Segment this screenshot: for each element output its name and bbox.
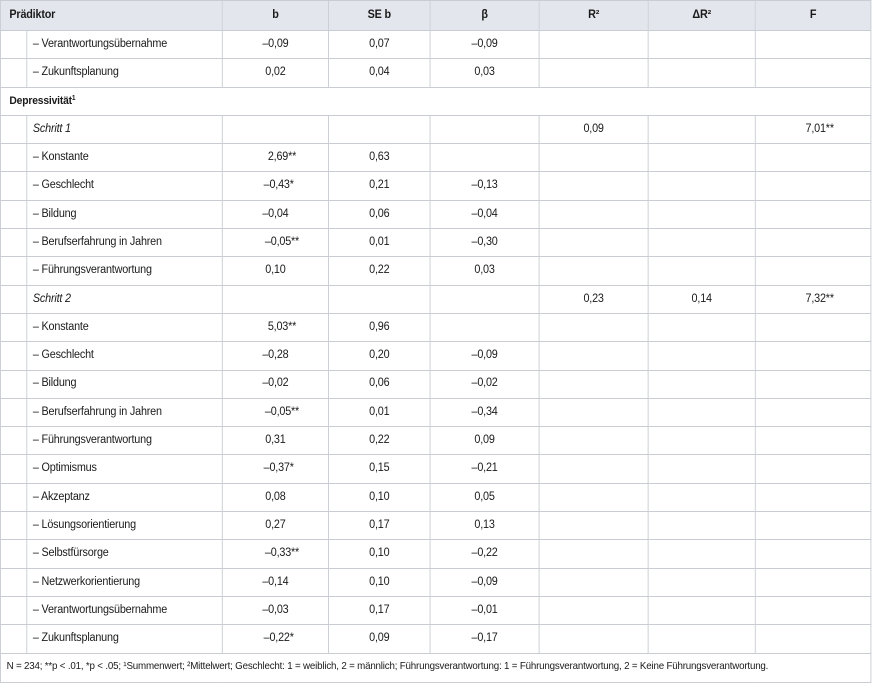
value-f [755,342,871,370]
value-b [222,31,328,59]
value-r2 [539,398,648,426]
value-b-text: 0,02 [265,66,286,79]
value-r2 [539,313,648,341]
value-b-text: –0,28 [262,349,289,362]
value-delta-r2 [648,31,755,59]
predictor-label: – Berufserfahrung in Jahren [27,398,223,426]
predictor-label: – Konstante [27,313,223,341]
value-r2 [539,512,648,540]
table-row [0,455,870,483]
section-sup: 1 [71,94,76,102]
value-f [755,229,871,257]
indent-cell [0,427,26,455]
value-beta [430,625,539,653]
table-row [0,115,870,143]
value-delta-r2 [648,313,755,341]
value-b-text: –0,22* [263,632,294,645]
table-header-row [0,1,870,31]
value-beta [430,483,539,511]
value-se-b-text: 0,01 [369,405,390,418]
value-delta-r2 [648,144,755,172]
value-se-b [329,483,431,511]
value-b-text: –0,33** [264,547,300,560]
predictor-label: – Zukunftsplanung [27,59,223,87]
table-row [0,568,870,596]
value-beta [430,229,539,257]
value-delta-r2-text: 0,14 [691,292,712,305]
indent-cell [0,342,26,370]
table-row [0,59,870,87]
value-b-text: –0,04 [262,207,289,220]
value-f [755,540,871,568]
value-b-text: 0,10 [265,264,286,277]
predictor-label: – Geschlecht [27,172,223,200]
value-b [222,229,328,257]
value-se-b [329,568,431,596]
value-f [755,625,871,653]
value-se-b [329,398,431,426]
value-r2 [539,285,648,313]
value-beta-text: –0,34 [471,405,498,418]
value-r2-text: 0,09 [583,122,604,135]
table-row [0,229,870,257]
value-b-text: 0,31 [265,434,286,447]
value-se-b [329,31,431,59]
predictor-label: – Führungsverantwortung [27,257,223,285]
value-delta-r2 [648,229,755,257]
value-r2 [539,144,648,172]
value-delta-r2 [648,285,755,313]
value-se-b-text: 0,10 [369,547,390,560]
value-delta-r2 [648,483,755,511]
value-f-text: 7,32** [805,292,834,305]
value-delta-r2 [648,115,755,143]
value-se-b [329,342,431,370]
indent-cell [0,398,26,426]
value-se-b-text: 0,22 [369,264,390,277]
predictor-label: – Bildung [27,200,223,228]
value-se-b [329,285,431,313]
table-row [0,285,870,313]
value-beta-text: 0,03 [474,66,495,79]
value-r2-text: 0,23 [583,292,604,305]
indent-cell [0,483,26,511]
header-beta: β [430,1,539,31]
indent-cell [0,31,26,59]
value-b-text: 0,27 [265,518,286,531]
value-beta [430,512,539,540]
value-r2 [539,31,648,59]
value-b [222,427,328,455]
value-delta-r2 [648,200,755,228]
value-se-b-text: 0,63 [369,151,390,164]
value-delta-r2 [648,427,755,455]
indent-cell [0,115,26,143]
indent-cell [0,625,26,653]
value-r2 [539,483,648,511]
header-b: b [222,1,328,31]
value-f [755,568,871,596]
predictor-label: – Verantwortungsübernahme [27,31,223,59]
value-beta [430,257,539,285]
value-f [755,31,871,59]
value-delta-r2 [648,512,755,540]
value-r2 [539,172,648,200]
value-r2 [539,540,648,568]
header-f: F [755,1,871,31]
value-b [222,455,328,483]
indent-cell [0,200,26,228]
value-beta-text: –0,30 [471,235,498,248]
value-se-b [329,625,431,653]
value-f [755,172,871,200]
value-beta [430,596,539,624]
predictor-label: – Lösungsorientierung [27,512,223,540]
indent-cell [0,144,26,172]
value-b [222,596,328,624]
value-beta [430,285,539,313]
value-beta [430,144,539,172]
value-beta [430,200,539,228]
value-delta-r2 [648,398,755,426]
value-beta-text: –0,13 [471,179,498,192]
predictor-label: – Geschlecht [27,342,223,370]
value-se-b [329,59,431,87]
value-beta-text: –0,21 [471,462,498,475]
value-b [222,398,328,426]
footnote-row [0,653,870,682]
value-b [222,483,328,511]
value-b [222,115,328,143]
value-beta [430,59,539,87]
value-se-b-text: 0,17 [369,518,390,531]
value-beta-text: –0,04 [471,207,498,220]
value-beta [430,398,539,426]
value-f [755,144,871,172]
value-f-text: 7,01** [805,122,834,135]
table-row [0,370,870,398]
footnote: N = 234; **p < .01, *p < .05; ¹Summenwert; ²Mittelwert; Geschlecht: 1 = weiblich, 2 = männlich; Führungsverantwortung: 1 = Führungsverantwortung, 2 = Keine Führungsverantwortung. [0,653,870,682]
indent-cell [0,313,26,341]
header-delta-r2: ΔR² [648,1,755,31]
value-beta-text: –0,09 [471,349,498,362]
indent-cell [0,59,26,87]
value-beta [430,568,539,596]
value-f [755,427,871,455]
section-label: Depressivität [9,94,72,107]
table-body-bottom [0,115,870,653]
value-f [755,483,871,511]
value-r2 [539,342,648,370]
indent-cell [0,257,26,285]
value-beta [430,342,539,370]
value-se-b [329,455,431,483]
predictor-label: – Zukunftsplanung [27,625,223,653]
value-se-b [329,172,431,200]
value-beta-text: 0,13 [474,518,495,531]
value-se-b [329,370,431,398]
value-b-text: –0,37* [263,462,294,475]
value-se-b-text: 0,09 [369,632,390,645]
indent-cell [0,229,26,257]
value-b [222,172,328,200]
value-f [755,512,871,540]
value-se-b-text: 0,22 [369,434,390,447]
value-delta-r2 [648,370,755,398]
header-se-b: SE b [329,1,431,31]
value-se-b-text: 0,10 [369,490,390,503]
value-b [222,370,328,398]
value-b-text: 0,08 [265,490,286,503]
value-se-b [329,115,431,143]
value-b [222,342,328,370]
predictor-label: – Selbstfürsorge [27,540,223,568]
predictor-label: – Optimismus [27,455,223,483]
table-row [0,31,870,59]
table-row [0,342,870,370]
table-body-top [0,31,870,88]
value-beta-text: 0,09 [474,434,495,447]
indent-cell [0,285,26,313]
value-b [222,200,328,228]
value-b-text: –0,09 [262,37,289,50]
predictor-label: – Bildung [27,370,223,398]
value-f [755,398,871,426]
value-se-b-text: 0,06 [369,377,390,390]
value-b [222,540,328,568]
value-b-text: –0,05** [264,405,300,418]
value-delta-r2 [648,568,755,596]
value-se-b [329,540,431,568]
value-se-b [329,144,431,172]
value-b [222,144,328,172]
value-se-b-text: 0,96 [369,320,390,333]
table-row [0,540,870,568]
value-b [222,313,328,341]
value-delta-r2 [648,455,755,483]
value-b-text: –0,03 [262,603,289,616]
value-beta [430,370,539,398]
header-r2: R² [539,1,648,31]
value-r2 [539,568,648,596]
predictor-label: – Konstante [27,144,223,172]
value-b-text: 2,69** [267,151,297,164]
value-b-text: –0,05** [264,235,300,248]
indent-cell [0,540,26,568]
table-row [0,625,870,653]
value-r2 [539,115,648,143]
value-beta-text: –0,02 [471,377,498,390]
value-beta [430,172,539,200]
value-r2 [539,229,648,257]
value-beta-text: –0,17 [471,632,498,645]
value-delta-r2 [648,59,755,87]
value-beta-text: –0,01 [471,603,498,616]
table-row [0,200,870,228]
value-b-text: –0,43* [263,179,294,192]
predictor-label: – Akzeptanz [27,483,223,511]
value-delta-r2 [648,540,755,568]
indent-cell [0,568,26,596]
header-predictor: Prädiktor [0,1,222,31]
value-b [222,568,328,596]
value-delta-r2 [648,172,755,200]
value-beta [430,540,539,568]
value-se-b-text: 0,07 [369,37,390,50]
value-r2 [539,625,648,653]
value-beta [430,427,539,455]
value-f [755,115,871,143]
value-f [755,596,871,624]
table-row [0,596,870,624]
value-se-b [329,200,431,228]
value-f [755,313,871,341]
table-row [0,398,870,426]
value-se-b-text: 0,10 [369,575,390,588]
value-se-b-text: 0,15 [369,462,390,475]
value-se-b [329,257,431,285]
value-beta-text: –0,09 [471,575,498,588]
value-r2 [539,370,648,398]
predictor-label: – Berufserfahrung in Jahren [27,229,223,257]
table-row [0,427,870,455]
value-se-b-text: 0,04 [369,66,390,79]
value-beta-text: 0,05 [474,490,495,503]
value-r2 [539,427,648,455]
value-se-b [329,596,431,624]
section-body [0,87,870,115]
value-r2 [539,200,648,228]
value-b [222,257,328,285]
value-b [222,285,328,313]
value-f [755,370,871,398]
table-row [0,257,870,285]
table-row [0,144,870,172]
value-f [755,200,871,228]
value-se-b-text: 0,20 [369,349,390,362]
value-r2 [539,455,648,483]
value-r2 [539,257,648,285]
table-row [0,483,870,511]
value-b [222,625,328,653]
value-b-text: –0,02 [262,377,289,390]
section-depressivitaet [0,87,870,115]
value-se-b-text: 0,06 [369,207,390,220]
value-beta-text: –0,09 [471,37,498,50]
value-beta [430,115,539,143]
indent-cell [0,172,26,200]
section-row [0,87,870,115]
table-row [0,512,870,540]
indent-cell [0,455,26,483]
value-b [222,59,328,87]
indent-cell [0,512,26,540]
value-f [755,455,871,483]
value-f [755,285,871,313]
predictor-label: Schritt 2 [27,285,223,313]
value-se-b [329,313,431,341]
value-r2 [539,59,648,87]
value-f [755,257,871,285]
value-b-text: 5,03** [267,320,297,333]
indent-cell [0,370,26,398]
value-beta [430,313,539,341]
table-row [0,172,870,200]
value-b-text: –0,14 [262,575,289,588]
value-se-b [329,427,431,455]
value-b [222,512,328,540]
value-se-b [329,229,431,257]
value-beta [430,455,539,483]
value-delta-r2 [648,342,755,370]
value-se-b-text: 0,21 [369,179,390,192]
value-delta-r2 [648,625,755,653]
value-f [755,59,871,87]
indent-cell [0,596,26,624]
table-row [0,313,870,341]
value-se-b [329,512,431,540]
predictor-label: – Netzwerkorientierung [27,568,223,596]
value-delta-r2 [648,257,755,285]
predictor-label: Schritt 1 [27,115,223,143]
predictor-label: – Führungsverantwortung [27,427,223,455]
value-delta-r2 [648,596,755,624]
value-beta-text: –0,22 [471,547,498,560]
value-r2 [539,596,648,624]
predictor-label: – Verantwortungsübernahme [27,596,223,624]
value-beta-text: 0,03 [474,264,495,277]
value-beta [430,31,539,59]
value-se-b-text: 0,17 [369,603,390,616]
value-se-b-text: 0,01 [369,235,390,248]
